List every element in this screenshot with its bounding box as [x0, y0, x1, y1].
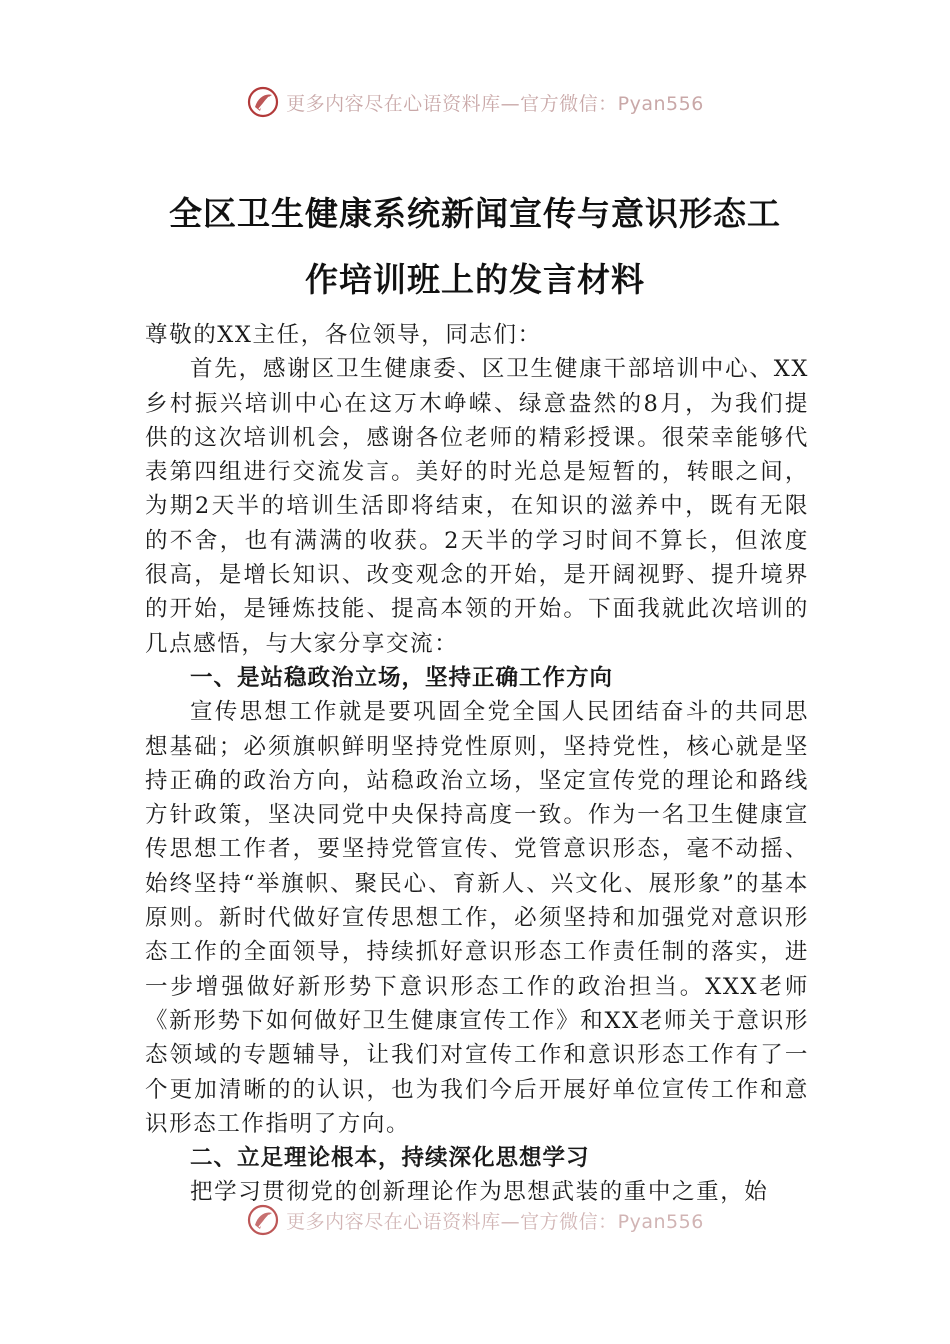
salutation: 尊敬的XX主任，各位领导，同志们： [145, 322, 542, 348]
watermark-text: 更多内容尽在心语资料库—官方微信：Pyan556 [286, 92, 704, 115]
document-title-line-1: 全区卫生健康系统新闻宣传与意识形态工 [169, 194, 781, 233]
watermark-text: 更多内容尽在心语资料库—官方微信：Pyan556 [286, 1210, 704, 1233]
intro-paragraph: 首先，感谢区卫生健康委、区卫生健康干部培训中心、XX乡村振兴培训中心在这万木峥嵘、绿意盎然的8月，为我们提供的这次培训机会，感谢各位老师的精彩授课。很荣幸能够代表第四组进行交流发言。美好的时光总是短暂的，转眼之间，为期2天半的培训生活即将结束，在知识的滋养中，既有无限的不舍，也有满满的收获。2天半的学习时间不算长，但浓度很高，是增长知识、改变观念的开始，是开阔视野、提升境界的开始，是锤炼技能、提高本领的开始。下面我就此次培训的几点感悟，与大家分享交流： [145, 356, 809, 657]
section-1-paragraph: 宣传思想工作就是要巩固全党全国人民团结奋斗的共同思想基础；必须旗帜鲜明坚持党性原则，坚持党性，核心就是坚持正确的政治方向，站稳政治立场，坚定宣传党的理论和路线方针政策，坚决同党中央保持高度一致。作为一名卫生健康宣传思想工作者，要坚持党管宣传、党管意识形态，毫不动摇、始终坚持“举旗帜、聚民心、育新人、兴文化、展形象”的基本原则。新时代做好宣传思想工作，必须坚持和加强党对意识形态工作的全面领导，持续抓好意识形态工作责任制的落实，进一步增强做好新形势下意识形态工作的政治担当。XXX老师《新形势下如何做好卫生健康宣传工作》和XX老师关于意识形态领域的专题辅导，让我们对宣传工作和意识形态工作有了一个更加清晰的的认识，也为我们今后开展好单位宣传工作和意识形态工作指明了方向。 [145, 699, 809, 1137]
library-logo-icon [246, 1203, 280, 1237]
document-body [145, 318, 809, 1210]
section-heading-1: 一、是站稳政治立场，坚持正确工作方向 [190, 664, 614, 691]
section-2-paragraph: 把学习贯彻党的创新理论作为思想武装的重中之重，始 [190, 1179, 769, 1206]
watermark-footer [0, 1200, 950, 1240]
section-heading-2: 二、立足理论根本，持续深化思想学习 [190, 1145, 590, 1172]
watermark-header [0, 82, 950, 122]
document-title-line-2: 作培训班上的发言材料 [305, 260, 645, 299]
library-logo-icon [246, 85, 280, 119]
